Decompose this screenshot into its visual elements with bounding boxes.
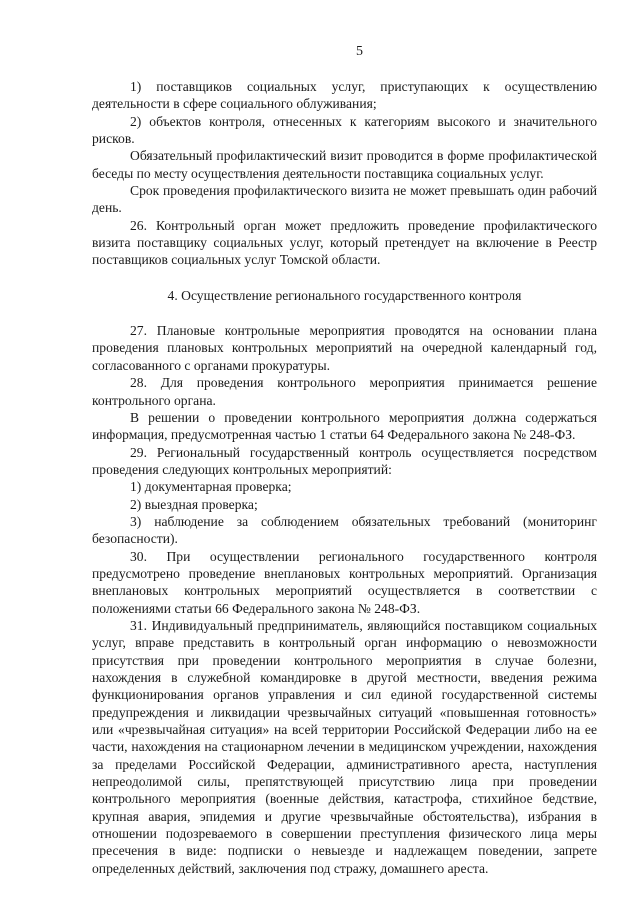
page-number: 5 <box>356 44 363 59</box>
list-item: 1) документарная проверка; <box>130 479 292 495</box>
paragraph: 2) объектов контроля, отнесенных к категориям высокого и значительного рисков. <box>92 113 597 147</box>
paragraph: 29. Региональный государственный контроль осуществляется посредством проведения следующих контрольных мероприятий: <box>92 444 597 477</box>
paragraph: В решении о проведении контрольного мероприятия должна содержаться информация, предусмотренная частью 1 статьи 64 Федерального закона № 248-ФЗ. <box>92 409 597 443</box>
paragraph: 28. Для проведения контрольного мероприятия принимается решение контрольного органа. <box>92 375 597 408</box>
paragraph: 1) поставщиков социальных услуг, приступающих к осуществлению деятельности в сфере социального облуживания; <box>92 79 597 112</box>
list-item: 2) выездная проверка; <box>130 496 258 512</box>
paragraph: 30. При осуществлении регионального государственного контроля предусмотрено проведение внеплановых контрольных мероприятий. Организация внеплановых контрольных мероприятий осуществляется в соответствии с положениями статьи 66 Федерального закона № 248-ФЗ. <box>92 548 597 616</box>
paragraph: Срок проведения профилактического визита не может превышать один рабочий день. <box>92 183 597 216</box>
paragraph: 27. Плановые контрольные мероприятия проводятся на основании плана проведения плановых контрольных мероприятий на очередной календарный год, согласованного с органами прокуратуры. <box>92 323 597 373</box>
list-item: 3) наблюдение за соблюдением обязательных требований (мониторинг безопасности). <box>92 513 597 547</box>
section-heading: 4. Осуществление регионального государственного контроля <box>167 287 522 303</box>
paragraph: Обязательный профилактический визит проводится в форме профилактической беседы по месту осуществления деятельности поставщика социальных услуг. <box>92 148 597 181</box>
paragraph: 26. Контрольный орган может предложить проведение профилактического визита поставщику социальных услуг, который претендует на включение в Реестр поставщиков социальных услуг Томской области. <box>92 217 597 268</box>
paragraph: 31. Индивидуальный предприниматель, являющийся поставщиком социальных услуг, вправе представить в контрольный орган информацию о невозможности присутствия при проведении контрольного мероприятия в случае болезни, нахождения в служебной командировке в другой местности, введения режима функционирования органов управления и сил единой государственной системы предупреждения и ликвидации чрезвычайных ситуаций «повышенная готовность» или «чрезвычайная ситуация» на всей территории Российской Федерации либо на ее части, нахождения на стационарном лечении в медицинском учреждении, нахождения за пределами Российской Федерации, административного ареста, наступления непреодолимой силы, препятствующей присутствию лица при проведении контрольного мероприятия (военные действия, катастрофа, стихийное бедствие, крупная авария, эпидемия и другие чрезвычайные обстоятельства), избрания в отношении подозреваемого в совершении преступления физического лица меры пресечения в виде: подписки о невыезде и надлежащем поведении, запрете определенных действий, заключения под стражу, домашнего ареста. <box>92 617 597 876</box>
document-body <box>92 78 597 877</box>
